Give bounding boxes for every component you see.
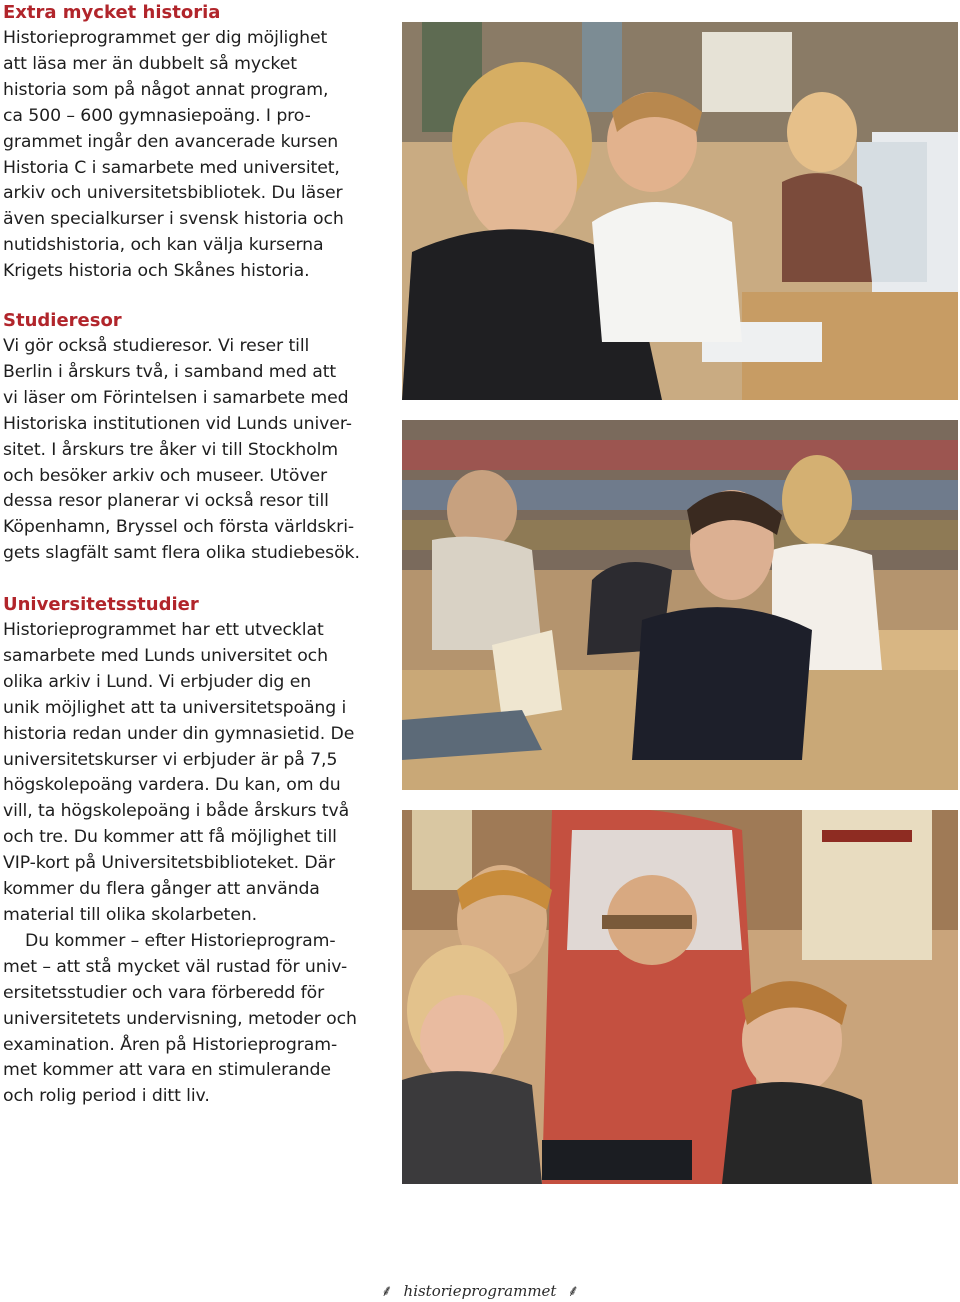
text-line: Historieprogrammet ger dig möjlighet [3, 28, 328, 48]
text-line: ersitetsstudier och vara förberedd för [3, 982, 325, 1003]
text-line: att läsa mer än dubbelt så mycket [3, 53, 297, 74]
text-line: Vi gör också studieresor. Vi reser till [3, 336, 310, 356]
text-line: kommer du flera gånger att använda [3, 879, 320, 900]
section-heading: Extra mycket historia [3, 2, 221, 23]
text-line: unik möjlighet att ta universitetspoäng i [3, 697, 347, 718]
text-line: samarbete med Lunds universitet och [3, 645, 328, 666]
text-line: Historia C i samarbete med universitet, [3, 157, 340, 178]
photo-student-reading-illustration [402, 420, 958, 790]
text-line: gets slagfält samt flera olika studiebesök. [3, 543, 360, 564]
photo-student-reading [402, 420, 958, 790]
text-line: Historiska institutionen vid Lunds univer- [3, 413, 352, 434]
text-line: olika arkiv i Lund. Vi erbjuder dig en [3, 671, 312, 692]
text-line: och tre. Du kommer att få möjlighet till [3, 827, 337, 848]
text-line: Köpenhamn, Bryssel och första världskri- [3, 517, 355, 538]
text-line: sitet. I årskurs tre åker vi till Stockholm [3, 439, 339, 460]
footer-text: historieprogrammet [403, 1282, 557, 1300]
text-line: högskolepoäng vardera. Du kan, om du [3, 775, 341, 796]
text-line: material till olika skolarbeten. [3, 904, 257, 925]
text-line: vi läser om Förintelsen i samarbete med [3, 387, 349, 408]
photo-students-computer [402, 22, 958, 400]
text-line: och besöker arkiv och museer. Utöver [3, 465, 327, 486]
text-line: dessa resor planerar vi också resor till [3, 491, 329, 512]
section-extra-historia [3, 0, 395, 285]
text-line: examination. Åren på Historieprogram- [3, 1034, 338, 1055]
text-line: och rolig period i ditt liv. [3, 1086, 210, 1107]
text-line: Du kommer – efter Historieprogram- [25, 930, 336, 951]
ornament-left-icon: ⸙ [380, 1281, 393, 1300]
text-line: nutidshistoria, och kan välja kurserna [3, 235, 324, 256]
photo-costumed-students-illustration [402, 810, 958, 1184]
text-line: ca 500 – 600 gymnasiepoäng. I pro- [3, 105, 311, 126]
section-body [3, 334, 395, 567]
text-line: historia som på något annat program, [3, 79, 329, 100]
text-line: met kommer att vara en stimulerande [3, 1060, 331, 1081]
text-line: Berlin i årskurs två, i samband med att [3, 361, 337, 382]
text-line: universitetets undervisning, metoder och [3, 1008, 357, 1029]
text-line: vill, ta högskolepoäng i både årskurs två [3, 801, 350, 822]
section-body [3, 26, 395, 285]
section-body [3, 618, 395, 1110]
section-heading: Studieresor [3, 310, 122, 331]
text-line: grammet ingår den avancerade kursen [3, 131, 339, 152]
text-line: även specialkurser i svensk historia och [3, 209, 344, 230]
text-line: universitetskurser vi erbjuder är på 7,5 [3, 749, 338, 770]
section-universitetsstudier [3, 592, 395, 1110]
text-line: arkiv och universitetsbibliotek. Du läser [3, 183, 343, 204]
ornament-right-icon: ⸙ [567, 1281, 580, 1300]
page-footer [0, 1279, 960, 1301]
text-line: Historieprogrammet har ett utvecklat [3, 620, 324, 640]
text-line: Krigets historia och Skånes historia. [3, 261, 310, 282]
photo-students-computer-illustration [402, 22, 958, 400]
text-line: met – att stå mycket väl rustad för univ- [3, 956, 348, 977]
text-line: historia redan under din gymnasietid. De [3, 723, 355, 744]
text-line: VIP-kort på Universitetsbiblioteket. Där [3, 853, 336, 874]
photo-costumed-students [402, 810, 958, 1184]
section-studieresor [3, 308, 395, 567]
section-heading: Universitetsstudier [3, 594, 199, 615]
